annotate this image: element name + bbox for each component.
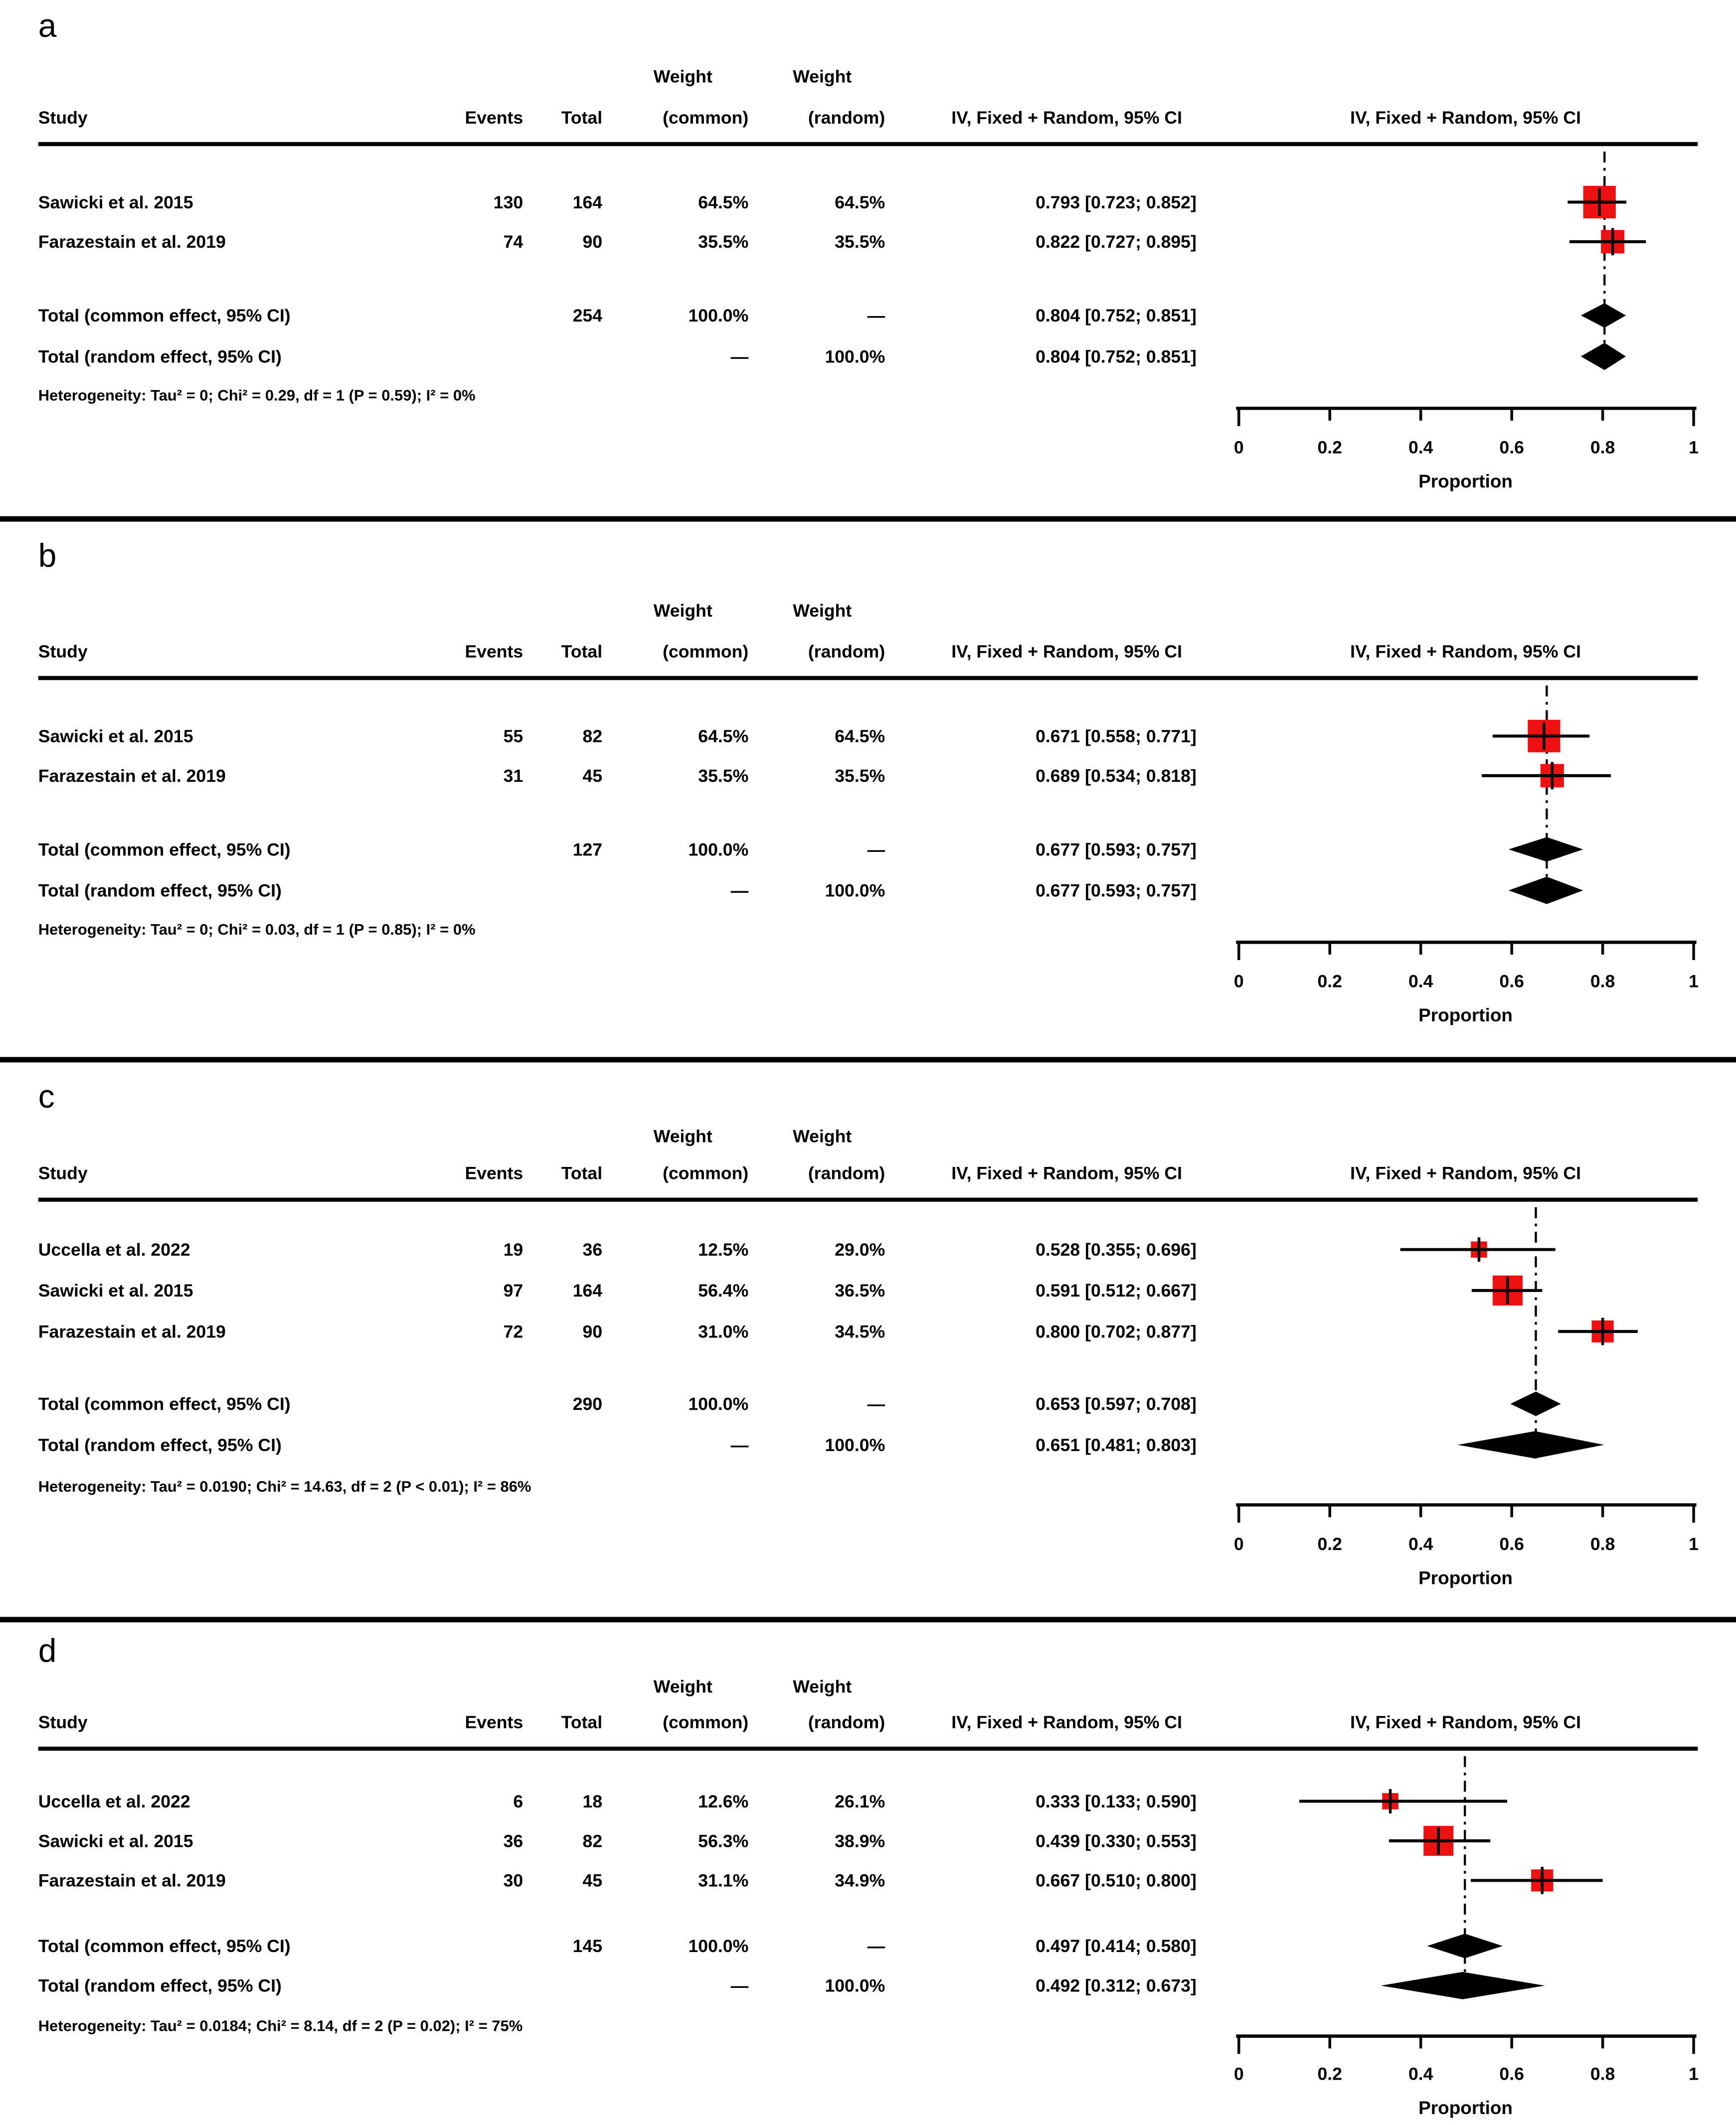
study-events: 31 bbox=[503, 765, 523, 786]
study-weight-random: 26.1% bbox=[835, 1791, 885, 1812]
common-effect-diamond bbox=[1581, 303, 1626, 327]
x-tick-label: 0 bbox=[1233, 1534, 1244, 1554]
heterogeneity-note: Heterogeneity: Tau² = 0.0190; Chi² = 14.63, df = 2 (P < 0.01); I² = 86% bbox=[38, 1479, 531, 1496]
col-header-events: Events bbox=[465, 1162, 523, 1183]
study-weight-common: 12.6% bbox=[698, 1791, 749, 1812]
col-header-total: Total bbox=[561, 1712, 603, 1733]
x-tick-label: 0.2 bbox=[1317, 1534, 1343, 1554]
study-events: 36 bbox=[503, 1830, 523, 1851]
study-ci-text: 0.793 [0.723; 0.852] bbox=[1036, 191, 1197, 213]
total-n: 145 bbox=[572, 1936, 603, 1957]
study-events: 72 bbox=[503, 1321, 523, 1342]
x-tick-label: 0.2 bbox=[1317, 2064, 1343, 2084]
heterogeneity-note: Heterogeneity: Tau² = 0; Chi² = 0.29, df = 1 (P = 0.59); I² = 0% bbox=[38, 388, 476, 405]
total-weight-common: — bbox=[730, 1434, 749, 1456]
study-weight-random: 35.5% bbox=[835, 231, 885, 252]
study-total: 164 bbox=[572, 191, 603, 213]
col-header-effect-ci: IV, Fixed + Random, 95% CI bbox=[951, 1162, 1183, 1183]
study-weight-random: 35.5% bbox=[835, 765, 885, 786]
panel-label: b bbox=[38, 538, 57, 575]
total-weight-random: 100.0% bbox=[825, 1434, 885, 1456]
total-row-label: Total (common effect, 95% CI) bbox=[38, 1936, 291, 1957]
study-name: Sawicki et al. 2015 bbox=[38, 191, 193, 213]
forest-plot-svg bbox=[0, 1075, 1736, 1617]
panel-divider bbox=[0, 1617, 1736, 1623]
plot-ci-header: IV, Fixed + Random, 95% CI bbox=[1350, 1162, 1581, 1183]
study-ci-text: 0.439 [0.330; 0.553] bbox=[1036, 1830, 1197, 1851]
x-axis-label: Proportion bbox=[1418, 1005, 1513, 1026]
total-n: 254 bbox=[572, 305, 603, 326]
study-ci-text: 0.667 [0.510; 0.800] bbox=[1036, 1870, 1197, 1891]
col-header-weight: Weight bbox=[793, 66, 852, 87]
total-ci-text: 0.492 [0.312; 0.673] bbox=[1036, 1975, 1197, 1996]
study-events: 30 bbox=[503, 1870, 523, 1891]
total-ci-text: 0.677 [0.593; 0.757] bbox=[1036, 880, 1197, 901]
study-weight-random: 34.5% bbox=[835, 1321, 885, 1342]
col-header-weight: Weight bbox=[793, 600, 852, 621]
study-weight-common: 35.5% bbox=[698, 231, 749, 252]
study-weight-random: 64.5% bbox=[835, 726, 885, 747]
x-tick-label: 0.8 bbox=[1590, 437, 1615, 458]
total-n: 290 bbox=[572, 1393, 603, 1414]
total-weight-random: 100.0% bbox=[825, 1975, 885, 1996]
study-name: Sawicki et al. 2015 bbox=[38, 726, 193, 747]
col-header-common: (common) bbox=[663, 1162, 749, 1183]
x-tick-label: 0.6 bbox=[1499, 2064, 1524, 2084]
panel-d bbox=[0, 1617, 1736, 2125]
study-name: Farazestain et al. 2019 bbox=[38, 231, 226, 252]
study-weight-common: 56.3% bbox=[698, 1830, 749, 1851]
panel-a bbox=[0, 0, 1736, 516]
study-events: 19 bbox=[503, 1239, 523, 1260]
study-weight-common: 31.1% bbox=[698, 1870, 749, 1891]
common-effect-diamond bbox=[1510, 1392, 1561, 1416]
total-weight-common: 100.0% bbox=[688, 1936, 749, 1957]
study-name: Sawicki et al. 2015 bbox=[38, 1830, 193, 1851]
col-header-random: (random) bbox=[808, 1162, 885, 1183]
total-row-label: Total (random effect, 95% CI) bbox=[38, 1434, 282, 1456]
study-weight-random: 34.9% bbox=[835, 1870, 885, 1891]
col-header-weight: Weight bbox=[653, 1126, 712, 1146]
study-events: 6 bbox=[513, 1791, 523, 1812]
heterogeneity-note: Heterogeneity: Tau² = 0.0184; Chi² = 8.14, df = 2 (P = 0.02); I² = 75% bbox=[38, 2019, 523, 2035]
study-total: 18 bbox=[582, 1791, 603, 1812]
random-effect-diamond bbox=[1458, 1431, 1604, 1459]
total-weight-random: 100.0% bbox=[825, 346, 885, 367]
panel-label: d bbox=[38, 1633, 57, 1670]
plot-ci-header: IV, Fixed + Random, 95% CI bbox=[1350, 107, 1581, 128]
col-header-common: (common) bbox=[663, 1712, 749, 1733]
col-header-total: Total bbox=[561, 641, 603, 662]
study-total: 82 bbox=[582, 726, 603, 747]
total-row-label: Total (common effect, 95% CI) bbox=[38, 1393, 291, 1414]
study-ci-text: 0.591 [0.512; 0.667] bbox=[1036, 1280, 1197, 1301]
col-header-study: Study bbox=[38, 1712, 88, 1733]
panel-label: c bbox=[38, 1079, 55, 1116]
total-row-label: Total (random effect, 95% CI) bbox=[38, 880, 282, 901]
study-total: 164 bbox=[572, 1280, 603, 1301]
x-axis-label: Proportion bbox=[1418, 471, 1513, 492]
study-total: 90 bbox=[582, 231, 603, 252]
panel-label: a bbox=[38, 8, 57, 45]
total-ci-text: 0.653 [0.597; 0.708] bbox=[1036, 1393, 1197, 1414]
col-header-study: Study bbox=[38, 641, 88, 662]
x-tick-label: 1 bbox=[1689, 2064, 1699, 2084]
study-name: Farazestain et al. 2019 bbox=[38, 1870, 226, 1891]
total-weight-random: — bbox=[867, 1936, 885, 1957]
study-weight-common: 64.5% bbox=[698, 191, 749, 213]
study-events: 97 bbox=[503, 1280, 523, 1301]
x-tick-label: 0.4 bbox=[1408, 437, 1433, 458]
study-weight-random: 38.9% bbox=[835, 1830, 885, 1851]
x-tick-label: 0.6 bbox=[1499, 971, 1524, 991]
x-tick-label: 0 bbox=[1233, 437, 1244, 458]
study-weight-random: 36.5% bbox=[835, 1280, 885, 1301]
col-header-effect-ci: IV, Fixed + Random, 95% CI bbox=[951, 641, 1183, 662]
random-effect-diamond bbox=[1581, 343, 1626, 370]
study-events: 130 bbox=[493, 191, 523, 213]
col-header-effect-ci: IV, Fixed + Random, 95% CI bbox=[951, 1712, 1183, 1733]
total-weight-common: 100.0% bbox=[688, 839, 749, 860]
col-header-weight: Weight bbox=[793, 1676, 852, 1697]
total-ci-text: 0.651 [0.481; 0.803] bbox=[1036, 1434, 1197, 1456]
x-tick-label: 0.4 bbox=[1408, 2064, 1433, 2084]
heterogeneity-note: Heterogeneity: Tau² = 0; Chi² = 0.03, df = 1 (P = 0.85); I² = 0% bbox=[38, 922, 476, 939]
total-weight-common: 100.0% bbox=[688, 1393, 749, 1414]
panel-divider bbox=[0, 516, 1736, 522]
forest-plot-svg bbox=[0, 0, 1736, 516]
total-row-label: Total (random effect, 95% CI) bbox=[38, 346, 282, 367]
panel-c bbox=[0, 1075, 1736, 1617]
x-tick-label: 0.8 bbox=[1590, 971, 1615, 991]
x-tick-label: 0.4 bbox=[1408, 971, 1433, 991]
x-tick-label: 0.6 bbox=[1499, 1534, 1524, 1554]
col-header-study: Study bbox=[38, 107, 88, 128]
col-header-weight: Weight bbox=[793, 1126, 852, 1146]
study-total: 82 bbox=[582, 1830, 603, 1851]
col-header-effect-ci: IV, Fixed + Random, 95% CI bbox=[951, 107, 1183, 128]
total-n: 127 bbox=[572, 839, 603, 860]
col-header-random: (random) bbox=[808, 641, 885, 662]
total-weight-random: — bbox=[867, 305, 885, 326]
x-tick-label: 0 bbox=[1233, 2064, 1244, 2084]
total-weight-random: 100.0% bbox=[825, 880, 885, 901]
total-weight-random: — bbox=[867, 1393, 885, 1414]
study-events: 55 bbox=[503, 726, 523, 747]
study-total: 90 bbox=[582, 1321, 603, 1342]
total-ci-text: 0.497 [0.414; 0.580] bbox=[1036, 1936, 1197, 1957]
study-name: Farazestain et al. 2019 bbox=[38, 765, 226, 786]
col-header-random: (random) bbox=[808, 107, 885, 128]
study-weight-common: 56.4% bbox=[698, 1280, 749, 1301]
col-header-events: Events bbox=[465, 1712, 523, 1733]
total-row-label: Total (random effect, 95% CI) bbox=[38, 1975, 282, 1996]
col-header-weight: Weight bbox=[653, 600, 712, 621]
col-header-common: (common) bbox=[663, 107, 749, 128]
panel-divider bbox=[0, 1057, 1736, 1062]
x-tick-label: 1 bbox=[1689, 971, 1699, 991]
study-events: 74 bbox=[503, 231, 523, 252]
study-name: Uccella et al. 2022 bbox=[38, 1791, 190, 1812]
x-tick-label: 0.8 bbox=[1590, 2064, 1615, 2084]
x-tick-label: 0.2 bbox=[1317, 437, 1343, 458]
x-tick-label: 0.4 bbox=[1408, 1534, 1433, 1554]
col-header-events: Events bbox=[465, 107, 523, 128]
study-total: 36 bbox=[582, 1239, 603, 1260]
common-effect-diamond bbox=[1427, 1934, 1502, 1958]
x-tick-label: 0 bbox=[1233, 971, 1244, 991]
common-effect-diamond bbox=[1509, 837, 1583, 861]
random-effect-diamond bbox=[1381, 1972, 1545, 1999]
study-ci-text: 0.800 [0.702; 0.877] bbox=[1036, 1321, 1197, 1342]
study-ci-text: 0.671 [0.558; 0.771] bbox=[1036, 726, 1197, 747]
study-weight-common: 12.5% bbox=[698, 1239, 749, 1260]
study-name: Uccella et al. 2022 bbox=[38, 1239, 190, 1260]
total-weight-common: — bbox=[730, 880, 749, 901]
study-weight-random: 64.5% bbox=[835, 191, 885, 213]
col-header-events: Events bbox=[465, 641, 523, 662]
x-axis-label: Proportion bbox=[1418, 1567, 1513, 1588]
total-weight-random: — bbox=[867, 839, 885, 860]
forest-plot-svg bbox=[0, 534, 1736, 1057]
study-name: Sawicki et al. 2015 bbox=[38, 1280, 193, 1301]
study-total: 45 bbox=[582, 1870, 603, 1891]
panel-b bbox=[0, 534, 1736, 1057]
col-header-weight: Weight bbox=[653, 66, 712, 87]
forest-plot-svg bbox=[0, 1617, 1736, 2125]
study-weight-common: 35.5% bbox=[698, 765, 749, 786]
total-row-label: Total (common effect, 95% CI) bbox=[38, 839, 291, 860]
total-weight-common: — bbox=[730, 1975, 749, 1996]
plot-ci-header: IV, Fixed + Random, 95% CI bbox=[1350, 641, 1581, 662]
study-ci-text: 0.528 [0.355; 0.696] bbox=[1036, 1239, 1197, 1260]
col-header-study: Study bbox=[38, 1162, 88, 1183]
x-tick-label: 1 bbox=[1689, 437, 1699, 458]
study-total: 45 bbox=[582, 765, 603, 786]
study-ci-text: 0.689 [0.534; 0.818] bbox=[1036, 765, 1197, 786]
col-header-weight: Weight bbox=[653, 1676, 712, 1697]
study-name: Farazestain et al. 2019 bbox=[38, 1321, 226, 1342]
col-header-random: (random) bbox=[808, 1712, 885, 1733]
study-weight-common: 64.5% bbox=[698, 726, 749, 747]
x-tick-label: 1 bbox=[1689, 1534, 1699, 1554]
total-ci-text: 0.677 [0.593; 0.757] bbox=[1036, 839, 1197, 860]
total-weight-common: 100.0% bbox=[688, 305, 749, 326]
plot-ci-header: IV, Fixed + Random, 95% CI bbox=[1350, 1712, 1581, 1733]
study-ci-text: 0.333 [0.133; 0.590] bbox=[1036, 1791, 1197, 1812]
x-tick-label: 0.8 bbox=[1590, 1534, 1615, 1554]
study-weight-common: 31.0% bbox=[698, 1321, 749, 1342]
x-tick-label: 0.2 bbox=[1317, 971, 1343, 991]
x-axis-label: Proportion bbox=[1418, 2097, 1513, 2118]
col-header-total: Total bbox=[561, 107, 603, 128]
total-row-label: Total (common effect, 95% CI) bbox=[38, 305, 291, 326]
total-ci-text: 0.804 [0.752; 0.851] bbox=[1036, 305, 1197, 326]
col-header-common: (common) bbox=[663, 641, 749, 662]
study-ci-text: 0.822 [0.727; 0.895] bbox=[1036, 231, 1197, 252]
total-weight-common: — bbox=[730, 346, 749, 367]
col-header-total: Total bbox=[561, 1162, 603, 1183]
random-effect-diamond bbox=[1509, 877, 1583, 904]
study-weight-random: 29.0% bbox=[835, 1239, 885, 1260]
total-ci-text: 0.804 [0.752; 0.851] bbox=[1036, 346, 1197, 367]
x-tick-label: 0.6 bbox=[1499, 437, 1524, 458]
